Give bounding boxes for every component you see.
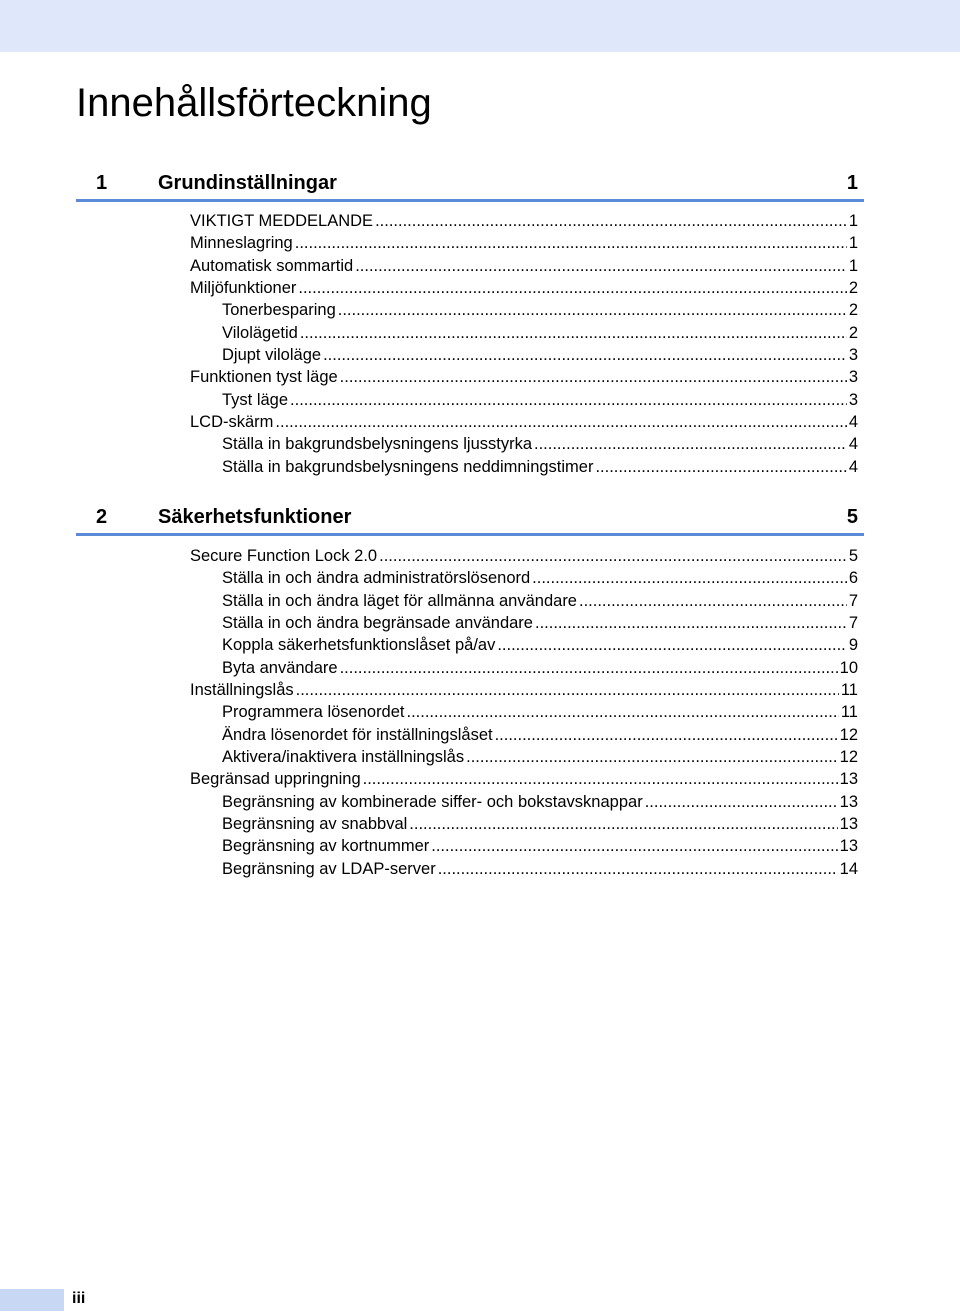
dot-leader bbox=[466, 746, 838, 768]
toc-entry[interactable] bbox=[190, 277, 858, 299]
toc-entry-page: 4 bbox=[848, 435, 858, 454]
toc-entry-page: 13 bbox=[839, 837, 858, 856]
toc-entry-label: Minneslagring bbox=[190, 234, 293, 253]
dot-leader bbox=[407, 701, 839, 723]
toc-entry[interactable] bbox=[190, 210, 858, 232]
toc-entry-label: Tonerbesparing bbox=[222, 301, 336, 320]
toc-entry-page: 12 bbox=[839, 725, 858, 744]
dot-leader bbox=[497, 634, 846, 656]
dot-leader bbox=[579, 590, 847, 612]
dot-leader bbox=[645, 791, 838, 813]
chapter-heading-1[interactable] bbox=[76, 162, 864, 202]
toc-entry[interactable] bbox=[190, 344, 858, 366]
dot-leader bbox=[338, 299, 847, 321]
dot-leader bbox=[300, 322, 847, 344]
dot-leader bbox=[355, 255, 847, 277]
toc-entry-page: 5 bbox=[848, 547, 858, 565]
toc-entry[interactable] bbox=[190, 724, 858, 746]
toc-entry-label: VIKTIGT MEDDELANDE bbox=[190, 212, 374, 230]
dot-leader bbox=[379, 545, 847, 567]
dot-leader bbox=[363, 768, 838, 790]
toc-entry-page: 1 bbox=[848, 212, 858, 230]
toc-entry[interactable] bbox=[190, 299, 858, 321]
toc-entry[interactable] bbox=[190, 322, 858, 344]
toc-entry-list bbox=[190, 210, 858, 478]
toc-entry[interactable] bbox=[190, 768, 858, 790]
toc-entry-label: Byta användare bbox=[222, 658, 338, 677]
chapter-title: Säkerhetsfunktioner bbox=[158, 506, 352, 528]
toc-entry[interactable] bbox=[190, 612, 858, 634]
toc-entry-page: 9 bbox=[848, 636, 858, 655]
toc-entry[interactable] bbox=[190, 701, 858, 723]
dot-leader bbox=[340, 657, 838, 679]
toc-entry[interactable] bbox=[190, 411, 858, 433]
toc-entry[interactable] bbox=[190, 813, 858, 835]
dot-leader bbox=[375, 210, 847, 232]
dot-leader bbox=[431, 835, 837, 857]
toc-entry-label: Begränsning av snabbval bbox=[222, 815, 408, 834]
toc-entry[interactable] bbox=[190, 634, 858, 656]
toc-entry-page: 2 bbox=[848, 301, 858, 320]
page-marker-bar bbox=[0, 1289, 64, 1311]
toc-entry[interactable] bbox=[190, 590, 858, 612]
toc-entry-label: Ställa in bakgrundsbelysningens neddimningstimer bbox=[222, 457, 594, 476]
toc-entry-label: Automatisk sommartid bbox=[190, 256, 354, 275]
chapter-title: Grundinställningar bbox=[158, 172, 337, 194]
dot-leader bbox=[495, 724, 838, 746]
toc-entry-page: 13 bbox=[839, 770, 858, 789]
toc-entry-page: 3 bbox=[848, 346, 858, 365]
toc-entry[interactable] bbox=[190, 791, 858, 813]
toc-entry[interactable] bbox=[190, 545, 858, 567]
dot-leader bbox=[298, 277, 846, 299]
dot-leader bbox=[409, 813, 837, 835]
toc-entry-page: 2 bbox=[848, 279, 858, 298]
toc-entry[interactable] bbox=[190, 433, 858, 455]
toc-entry[interactable] bbox=[190, 456, 858, 478]
dot-leader bbox=[438, 858, 838, 880]
toc-entry-label: Programmera lösenordet bbox=[222, 703, 405, 722]
dot-leader bbox=[295, 232, 847, 254]
toc-entry-page: 4 bbox=[848, 457, 858, 476]
toc-entry-label: Ställa in och ändra begränsade användare bbox=[222, 614, 533, 633]
toc-entry-page: 7 bbox=[848, 614, 858, 633]
toc-entry-label: Begränsad uppringning bbox=[190, 770, 361, 789]
chapter-heading-2[interactable] bbox=[76, 496, 864, 536]
toc-entry-page: 3 bbox=[848, 390, 858, 409]
page-title: Innehållsförteckning bbox=[76, 81, 432, 125]
toc-entry-page: 4 bbox=[848, 413, 858, 432]
dot-leader bbox=[340, 366, 847, 388]
toc-entry-label: Secure Function Lock 2.0 bbox=[190, 547, 378, 565]
toc-entry-label: LCD-skärm bbox=[190, 413, 274, 432]
dot-leader bbox=[532, 567, 847, 589]
toc-entry[interactable] bbox=[190, 858, 858, 880]
toc-entry[interactable] bbox=[190, 567, 858, 589]
toc-entry-label: Ställa in och ändra administratörslösenord bbox=[222, 569, 531, 588]
toc-entry-label: Koppla säkerhetsfunktionslåset på/av bbox=[222, 636, 496, 655]
toc-entry[interactable] bbox=[190, 389, 858, 411]
toc-entry-page: 11 bbox=[840, 681, 858, 700]
toc-entry-page: 1 bbox=[848, 234, 858, 253]
toc-entry-page: 1 bbox=[848, 256, 858, 275]
toc-entry-page: 14 bbox=[839, 859, 858, 878]
toc-entry[interactable] bbox=[190, 366, 858, 388]
toc-entry-page: 10 bbox=[839, 658, 858, 677]
toc-entry-label: Funktionen tyst läge bbox=[190, 368, 338, 387]
toc-entry[interactable] bbox=[190, 679, 858, 701]
dot-leader bbox=[595, 456, 846, 478]
toc-entry-label: Miljöfunktioner bbox=[190, 279, 297, 298]
toc-entry[interactable] bbox=[190, 657, 858, 679]
toc-entry-label: Begränsning av kortnummer bbox=[222, 837, 430, 856]
chapter-page-number: 5 bbox=[846, 506, 858, 528]
toc-entry-label: Djupt viloläge bbox=[222, 346, 322, 365]
toc-entry[interactable] bbox=[190, 835, 858, 857]
toc-entry-page: 13 bbox=[839, 815, 858, 834]
toc-entry-label: Aktivera/inaktivera inställningslås bbox=[222, 748, 465, 767]
toc-entry[interactable] bbox=[190, 746, 858, 768]
toc-entry-page: 13 bbox=[839, 792, 858, 811]
chapter-number: 2 bbox=[96, 506, 108, 528]
header-band bbox=[0, 0, 960, 52]
toc-entry-label: Ändra lösenordet för inställningslåset bbox=[222, 725, 493, 744]
toc-entry-page: 12 bbox=[839, 748, 858, 767]
page-number: iii bbox=[72, 1290, 86, 1307]
toc-entry-label: Ställa in och ändra läget för allmänna användare bbox=[222, 591, 577, 610]
toc-entry-label: Inställningslås bbox=[190, 681, 294, 700]
toc-entry-page: 11 bbox=[840, 703, 858, 722]
dot-leader bbox=[535, 612, 847, 634]
toc-entry-label: Vilolägetid bbox=[222, 323, 298, 342]
chapter-page-number: 1 bbox=[846, 172, 858, 194]
toc-entry-label: Tyst läge bbox=[222, 390, 289, 409]
toc-entry-page: 2 bbox=[848, 323, 858, 342]
dot-leader bbox=[275, 411, 846, 433]
chapter-number: 1 bbox=[96, 172, 108, 194]
toc-entry-label: Begränsning av kombinerade siffer- och bokstavsknappar bbox=[222, 792, 643, 811]
dot-leader bbox=[323, 344, 847, 366]
toc-entry-page: 6 bbox=[848, 569, 858, 588]
dot-leader bbox=[296, 679, 839, 701]
toc-entry[interactable] bbox=[190, 255, 858, 277]
toc-entry-label: Begränsning av LDAP-server bbox=[222, 859, 436, 878]
dot-leader bbox=[290, 389, 847, 411]
toc-entry-label: Ställa in bakgrundsbelysningens ljusstyrka bbox=[222, 435, 533, 454]
toc-entry[interactable] bbox=[190, 232, 858, 254]
toc-entry-list bbox=[190, 545, 858, 880]
dot-leader bbox=[534, 433, 847, 455]
toc-entry-page: 7 bbox=[848, 591, 858, 610]
toc-entry-page: 3 bbox=[848, 368, 858, 387]
